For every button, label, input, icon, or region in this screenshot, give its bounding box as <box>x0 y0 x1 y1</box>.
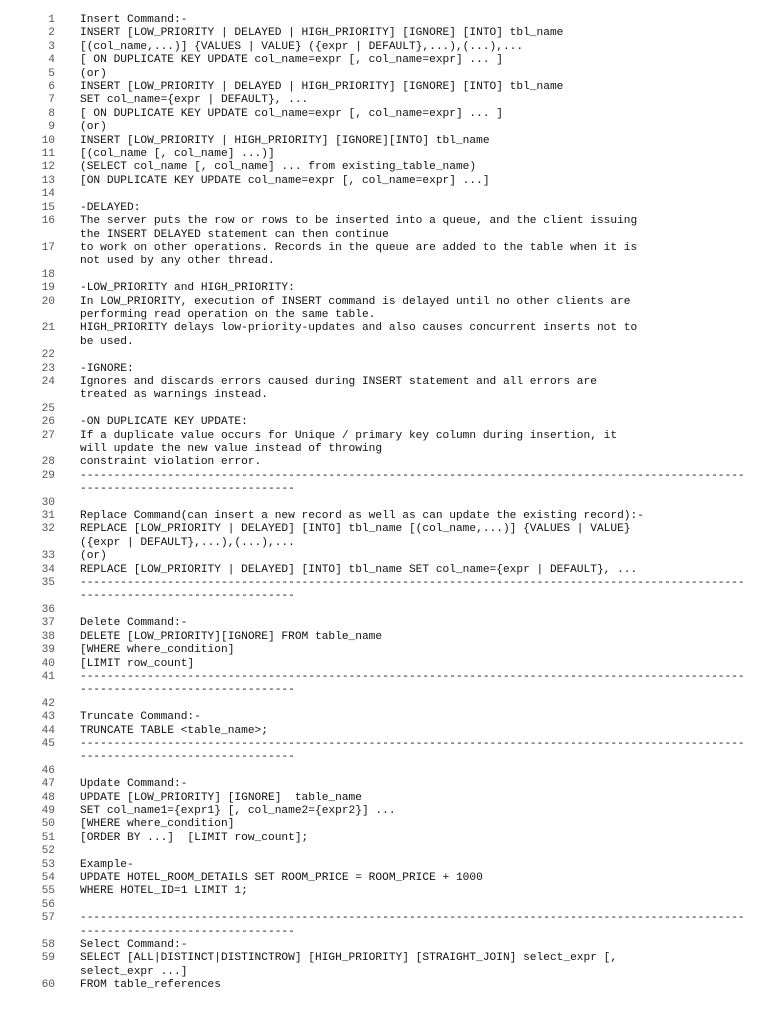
code-line <box>0 296 768 323</box>
code-line <box>0 27 768 40</box>
code-line <box>0 952 768 979</box>
code-line <box>0 41 768 54</box>
line-number: 40 <box>41 657 55 670</box>
line-text: REPLACE [LOW_PRIORITY | DELAYED] [INTO] tbl_name SET col_name={expr | DEFAULT}, ... <box>80 563 638 576</box>
code-line <box>0 778 768 791</box>
line-text: UPDATE [LOW_PRIORITY] [IGNORE] table_name <box>80 791 362 804</box>
line-number: 22 <box>41 349 55 362</box>
code-line <box>0 349 768 362</box>
line-text: Ignores and discards errors caused during INSERT statement and all errors are treated as warnings instead. <box>80 375 597 402</box>
line-text: Example- <box>80 858 134 871</box>
line-text: [(col_name,...)] {VALUES | VALUE} ({expr | DEFAULT},...),(...),... <box>80 40 524 53</box>
line-text: [ORDER BY ...] [LIMIT row_count]; <box>80 831 309 844</box>
code-line <box>0 671 768 698</box>
code-line <box>0 818 768 831</box>
line-number: 10 <box>41 134 55 147</box>
code-line <box>0 282 768 295</box>
line-number: 52 <box>41 845 55 858</box>
code-line <box>0 456 768 469</box>
line-number: 45 <box>41 737 55 750</box>
line-text: SET col_name={expr | DEFAULT}, ... <box>80 94 309 107</box>
line-text: to work on other operations. Records in the queue are added to the table when it is not used by any other thread. <box>80 241 638 268</box>
line-text: Select Command:- <box>80 939 188 952</box>
code-line <box>0 738 768 765</box>
line-number: 57 <box>41 912 55 925</box>
line-text: TRUNCATE TABLE <table_name>; <box>80 724 268 737</box>
code-line <box>0 148 768 161</box>
code-line <box>0 121 768 134</box>
line-number: 18 <box>41 268 55 281</box>
line-number: 37 <box>41 617 55 630</box>
line-number: 48 <box>41 791 55 804</box>
code-line <box>0 108 768 121</box>
line-text: INSERT [LOW_PRIORITY | HIGH_PRIORITY] [IGNORE][INTO] tbl_name <box>80 134 490 147</box>
line-number: 14 <box>41 188 55 201</box>
code-line <box>0 939 768 952</box>
line-number: 35 <box>41 577 55 590</box>
code-line <box>0 363 768 376</box>
line-text: -LOW_PRIORITY and HIGH_PRIORITY: <box>80 282 295 295</box>
code-line <box>0 416 768 429</box>
line-number: 47 <box>41 778 55 791</box>
line-text: Update Command:- <box>80 778 188 791</box>
separator-text: ----------------------------------------------------------------------------------------------------------------------------------- <box>80 912 745 938</box>
line-number: 50 <box>41 818 55 831</box>
line-number: 55 <box>41 885 55 898</box>
line-number: 44 <box>41 724 55 737</box>
code-line <box>0 711 768 724</box>
line-number: 41 <box>41 670 55 683</box>
separator-text: ----------------------------------------------------------------------------------------------------------------------------------- <box>80 737 745 764</box>
line-number: 28 <box>41 456 55 469</box>
code-line <box>0 54 768 67</box>
line-number: 9 <box>48 121 55 134</box>
line-number: 33 <box>41 550 55 563</box>
code-line <box>0 872 768 885</box>
code-line <box>0 376 768 403</box>
code-line <box>0 604 768 617</box>
code-line <box>0 269 768 282</box>
code-line <box>0 644 768 657</box>
code-line <box>0 885 768 898</box>
line-text: [WHERE where_condition] <box>80 644 235 657</box>
line-number: 26 <box>41 416 55 429</box>
code-line <box>0 322 768 349</box>
code-line <box>0 792 768 805</box>
line-number: 5 <box>48 67 55 80</box>
line-text: Replace Command(can insert a new record as well as can update the existing record):- <box>80 510 644 523</box>
code-line <box>0 658 768 671</box>
code-line <box>0 832 768 845</box>
line-text: [LIMIT row_count] <box>80 657 195 670</box>
code-line <box>0 845 768 858</box>
line-number: 56 <box>41 898 55 911</box>
line-number: 58 <box>41 939 55 952</box>
line-number: 60 <box>41 979 55 992</box>
code-line <box>0 242 768 269</box>
line-number: 31 <box>41 510 55 523</box>
code-line <box>0 725 768 738</box>
code-line <box>0 497 768 510</box>
line-text: If a duplicate value occurs for Unique / primary key column during insertion, it will update the new value instead of throwing <box>80 429 618 455</box>
code-line <box>0 564 768 577</box>
line-text: INSERT [LOW_PRIORITY | DELAYED | HIGH_PRIORITY] [IGNORE] [INTO] tbl_name <box>80 81 564 94</box>
code-line <box>0 94 768 107</box>
line-text: Insert Command:- <box>80 14 188 26</box>
code-line <box>0 161 768 174</box>
line-number: 7 <box>48 94 55 107</box>
line-number: 16 <box>41 215 55 228</box>
line-text: (or) <box>80 121 107 134</box>
code-line <box>0 631 768 644</box>
line-text: Truncate Command:- <box>80 711 201 724</box>
line-text: SET col_name1={expr1} [, col_name2={expr2}] ... <box>80 804 396 817</box>
code-line <box>0 765 768 778</box>
code-line <box>0 403 768 416</box>
line-text: (SELECT col_name [, col_name] ... from existing_table_name) <box>80 161 477 174</box>
code-line <box>0 523 768 550</box>
line-number: 19 <box>41 282 55 295</box>
line-number: 25 <box>41 402 55 415</box>
line-text: HIGH_PRIORITY delays low-priority-updates and also causes concurrent inserts not to be used. <box>80 322 638 348</box>
code-line <box>0 979 768 992</box>
line-text: In LOW_PRIORITY, execution of INSERT command is delayed until no other clients are performing read operation on the same table. <box>80 295 631 321</box>
code-line <box>0 68 768 81</box>
code-listing <box>0 14 768 993</box>
line-number: 38 <box>41 630 55 643</box>
code-line <box>0 430 768 457</box>
code-line <box>0 510 768 523</box>
line-number: 1 <box>48 14 55 26</box>
line-text: [(col_name [, col_name] ...)] <box>80 148 275 161</box>
code-line <box>0 202 768 215</box>
line-number: 34 <box>41 563 55 576</box>
separator-text: ----------------------------------------------------------------------------------------------------------------------------------- <box>80 670 745 697</box>
code-line <box>0 899 768 912</box>
line-number: 36 <box>41 603 55 616</box>
line-number: 21 <box>41 322 55 335</box>
separator-text: ----------------------------------------------------------------------------------------------------------------------------------- <box>80 469 745 496</box>
line-text: SELECT [ALL|DISTINCT|DISTINCTROW] [HIGH_PRIORITY] [STRAIGHT_JOIN] select_expr [, select_expr ...] <box>80 952 618 978</box>
line-text: constraint violation error. <box>80 456 262 469</box>
line-text: REPLACE [LOW_PRIORITY | DELAYED] [INTO] tbl_name [(col_name,...)] {VALUES | VALUE} ({expr | DEFAULT},...),(...),... <box>80 523 631 549</box>
line-number: 6 <box>48 81 55 94</box>
line-number: 46 <box>41 764 55 777</box>
line-text: (or) <box>80 67 107 80</box>
line-text: Delete Command:- <box>80 617 188 630</box>
line-text: (or) <box>80 550 107 563</box>
line-number: 24 <box>41 375 55 388</box>
line-number: 43 <box>41 711 55 724</box>
code-line <box>0 175 768 188</box>
line-text: [WHERE where_condition] <box>80 818 235 831</box>
line-number: 54 <box>41 872 55 884</box>
line-text: [ ON DUPLICATE KEY UPDATE col_name=expr [, col_name=expr] ... ] <box>80 54 503 67</box>
line-text: DELETE [LOW_PRIORITY][IGNORE] FROM table_name <box>80 630 383 643</box>
line-number: 17 <box>41 241 55 254</box>
code-line <box>0 188 768 201</box>
line-number: 51 <box>41 831 55 844</box>
separator-text: ----------------------------------------------------------------------------------------------------------------------------------- <box>80 577 745 603</box>
line-number: 42 <box>41 697 55 710</box>
line-text: The server puts the row or rows to be inserted into a queue, and the client issuing the INSERT DELAYED statement can then continue <box>80 215 638 241</box>
code-line <box>0 698 768 711</box>
line-text: [ ON DUPLICATE KEY UPDATE col_name=expr [, col_name=expr] ... ] <box>80 107 503 120</box>
code-line <box>0 14 768 27</box>
line-number: 2 <box>48 27 55 40</box>
line-number: 23 <box>41 362 55 375</box>
line-number: 4 <box>48 54 55 67</box>
code-line <box>0 135 768 148</box>
line-text: -IGNORE: <box>80 362 134 375</box>
line-number: 53 <box>41 858 55 871</box>
code-line <box>0 81 768 94</box>
line-number: 32 <box>41 523 55 536</box>
code-line <box>0 912 768 939</box>
line-number: 49 <box>41 804 55 817</box>
line-text: FROM table_references <box>80 979 221 992</box>
code-line <box>0 577 768 604</box>
line-number: 30 <box>41 496 55 509</box>
line-text: UPDATE HOTEL_ROOM_DETAILS SET ROOM_PRICE = ROOM_PRICE + 1000 <box>80 872 483 884</box>
line-number: 59 <box>41 952 55 965</box>
line-text: -ON DUPLICATE KEY UPDATE: <box>80 416 248 429</box>
code-line <box>0 859 768 872</box>
line-number: 3 <box>48 40 55 53</box>
code-line <box>0 805 768 818</box>
line-number: 12 <box>41 161 55 174</box>
line-number: 8 <box>48 107 55 120</box>
code-line <box>0 215 768 242</box>
line-number: 39 <box>41 644 55 657</box>
line-text: INSERT [LOW_PRIORITY | DELAYED | HIGH_PRIORITY] [IGNORE] [INTO] tbl_name <box>80 27 564 40</box>
code-line <box>0 617 768 630</box>
code-line <box>0 550 768 563</box>
line-number: 15 <box>41 201 55 214</box>
line-text: WHERE HOTEL_ID=1 LIMIT 1; <box>80 885 248 898</box>
line-number: 20 <box>41 295 55 308</box>
code-line <box>0 470 768 497</box>
line-number: 27 <box>41 429 55 442</box>
line-number: 29 <box>41 469 55 482</box>
line-text: -DELAYED: <box>80 201 141 214</box>
line-number: 13 <box>41 174 55 187</box>
line-number: 11 <box>41 148 55 161</box>
line-text: [ON DUPLICATE KEY UPDATE col_name=expr [, col_name=expr] ...] <box>80 174 490 187</box>
